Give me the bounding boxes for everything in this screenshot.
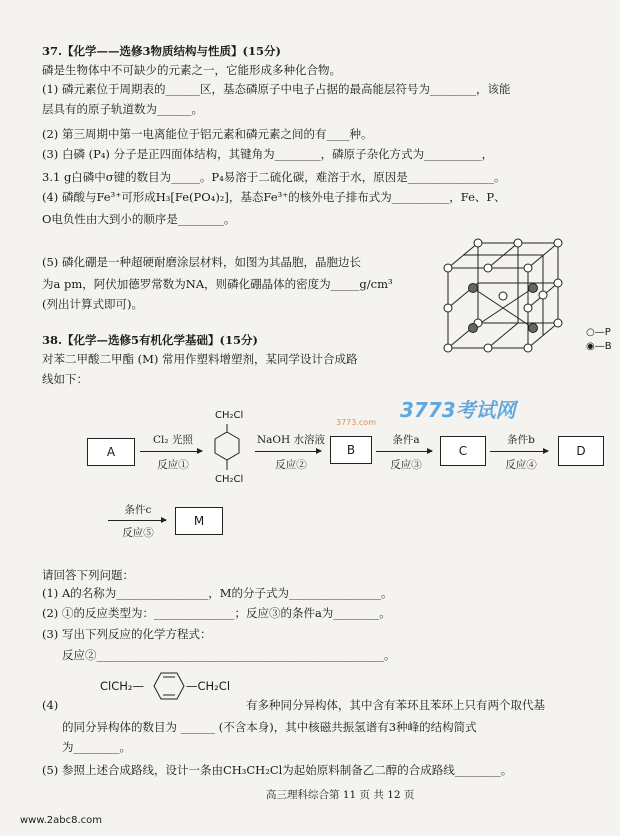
q38-part5: (5) 参照上述合成路线，设计一条由CH₃CH₂Cl为起始原料制备乙二醇的合成路线________。 xyxy=(42,763,513,777)
r3-label-top: 条件a xyxy=(392,434,420,446)
box-a: A xyxy=(87,438,135,466)
box-b: B xyxy=(330,436,372,464)
q37-part3-line2: 3.1 g白磷中σ键的数目为_____。P₄易溶于二硫化碳，难溶于水，原因是_______________。 xyxy=(42,170,506,184)
sub-bot-ch2cl: CH₂Cl xyxy=(215,474,244,485)
q37-part5-line2: 为a pm，阿伏加德罗常数为NA，则磷化硼晶体的密度为_____g/cm³ xyxy=(42,277,393,291)
r3-label-bot: 反应③ xyxy=(390,459,422,471)
q38-part3-reaction2: 反应②__________________________________________________。 xyxy=(62,648,396,662)
q38-part4-num: (4) xyxy=(42,698,59,712)
footer-site: www.2abc8.com xyxy=(20,815,103,826)
arrow-r2 xyxy=(255,451,321,452)
q37-part5-line3: (列出计算式即可)。 xyxy=(42,297,143,311)
r5-label-top: 条件c xyxy=(124,504,152,516)
q38-part3: (3) 写出下列反应的化学方程式： xyxy=(42,627,212,641)
arrow-r3 xyxy=(376,451,432,452)
footer-page: 高三理科综合第 11 页 共 12 页 xyxy=(266,789,415,801)
r2-label-bot: 反应② xyxy=(275,459,307,471)
r4-label-top: 条件b xyxy=(507,434,535,446)
q38-part4-line1: 有多种同分异构体，其中含有苯环且苯环上只有两个取代基 xyxy=(246,698,545,712)
box-c: C xyxy=(440,436,486,466)
q38-part4-left-group: ClCH₂— xyxy=(100,679,145,693)
q38-intro-line1: 对苯二甲酸二甲酯 (M) 常用作塑料增塑剂，某同学设计合成路 xyxy=(42,352,358,366)
r4-label-bot: 反应④ xyxy=(505,459,537,471)
q37-intro: 磷是生物体中不可缺少的元素之一，它能形成多种化合物。 xyxy=(42,63,341,77)
q38-part2: (2) ①的反应类型为：______________；反应③的条件a为________。 xyxy=(42,606,391,620)
legend-p: ○—P xyxy=(586,327,611,338)
q37-part5-line1: (5) 磷化硼是一种超硬耐磨涂层材料，如图为其晶胞，晶胞边长 xyxy=(42,255,361,269)
arrow-r1 xyxy=(140,451,202,452)
crystal-cell-diagram xyxy=(438,238,578,358)
q38-title: 38.【化学—选修5有机化学基础】(15分) xyxy=(42,333,258,347)
legend-b: ◉—B xyxy=(586,341,612,352)
q38-part4-line2: 的同分异构体的数目为 ______ (不含本身)，其中核磁共振氢谱有3种峰的结构简式 xyxy=(62,720,477,734)
r2-label-top: NaOH 水溶液 xyxy=(256,434,326,446)
watermark-url: 3773.com xyxy=(336,418,376,427)
box-d: D xyxy=(558,436,604,466)
q37-title: 37.【化学——选修3物质结构与性质】(15分) xyxy=(42,44,281,58)
sub-top-ch2cl: CH₂Cl xyxy=(215,410,244,421)
q38-part4-right-group: —CH₂Cl xyxy=(186,679,231,693)
q37-part1-line2: 层具有的原子轨道数为______。 xyxy=(42,102,203,116)
q38-ask: 请回答下列问题： xyxy=(42,568,134,582)
q37-part3-line1: (3) 白磷 (P₄) 分子是正四面体结构，其键角为________，磷原子杂化方式为__________， xyxy=(42,147,494,161)
q38-intro-line2: 线如下： xyxy=(42,372,88,386)
q38-part4-line3: 为________。 xyxy=(62,740,131,754)
arrow-r5 xyxy=(108,520,166,521)
q37-part1-line1: (1) 磷元素位于周期表的______区，基态磷原子中电子占据的最高能层符号为________，该能 xyxy=(42,82,511,96)
q37-part4-line1: (4) 磷酸与Fe³⁺可形成H₃[Fe(PO₄)₂]，基态Fe³⁺的核外电子排布式为__________，Fe、P、 xyxy=(42,190,506,204)
r5-label-bot: 反应⑤ xyxy=(122,527,154,539)
q37-part2: (2) 第三周期中第一电离能位于铝元素和磷元素之间的有____种。 xyxy=(42,127,373,141)
benzene-ring-icon xyxy=(212,424,242,480)
q38-part1: (1) A的名称为________________，M的分子式为________________。 xyxy=(42,586,393,600)
benzene-ring-icon xyxy=(152,671,186,701)
arrow-r4 xyxy=(490,451,548,452)
r1-label-top: Cl₂ 光照 xyxy=(153,434,193,446)
r1-label-bot: 反应① xyxy=(157,459,189,471)
watermark-brand: 3773考试网 xyxy=(400,398,516,422)
q37-part4-line2: O电负性由大到小的顺序是________。 xyxy=(42,212,236,226)
box-m: M xyxy=(175,507,223,535)
